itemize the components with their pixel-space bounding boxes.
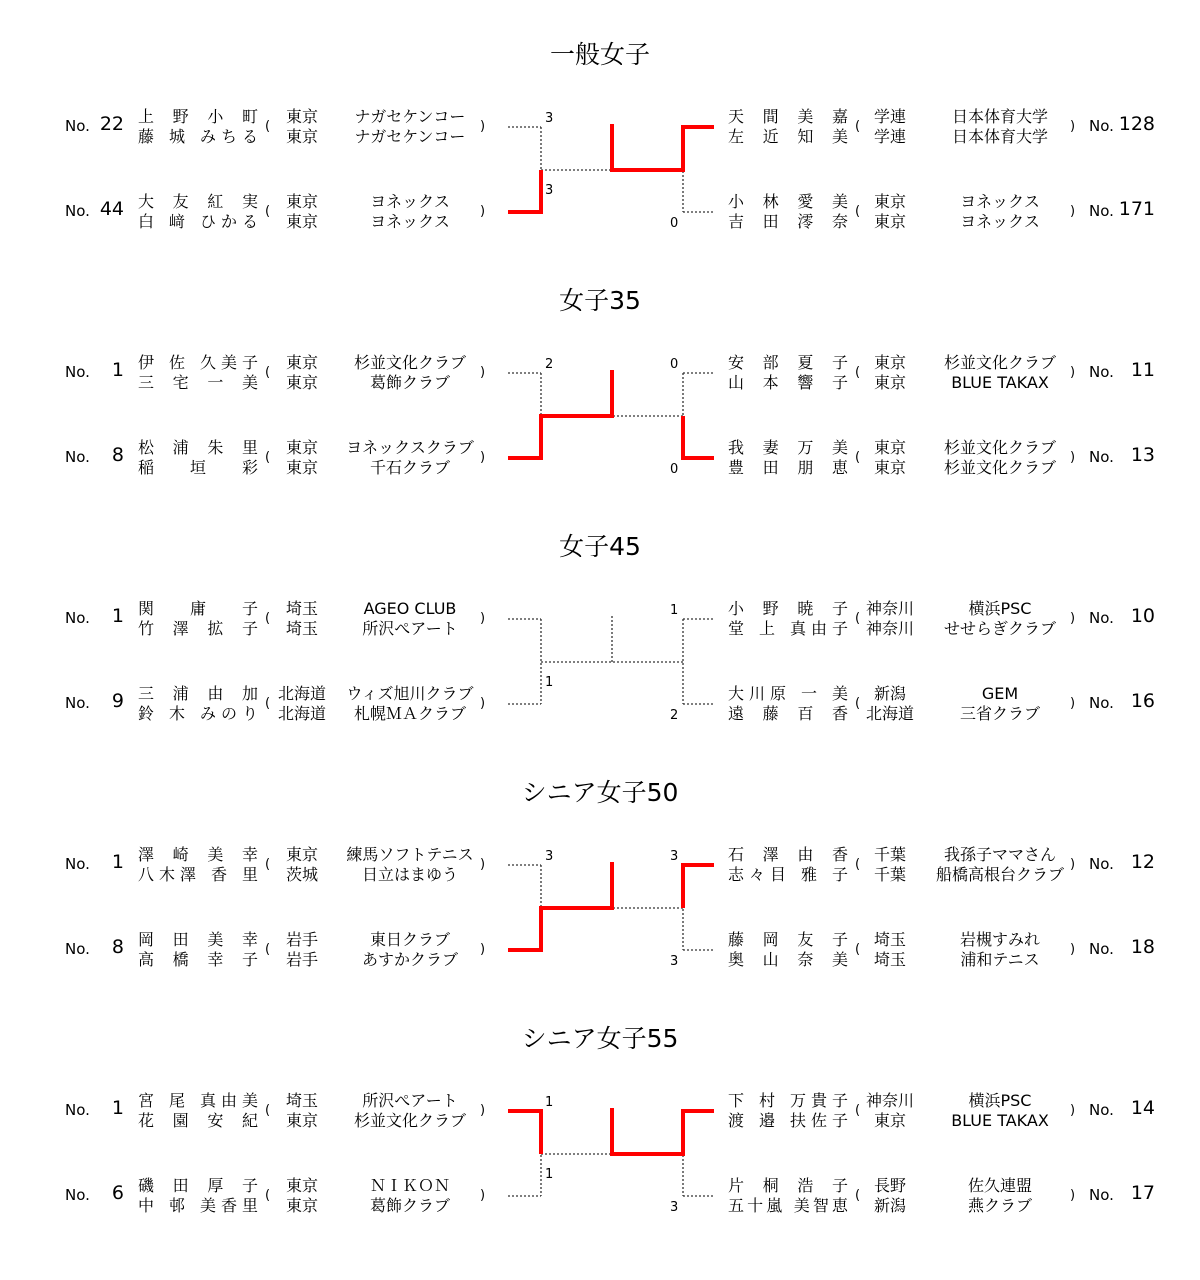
paren-close: ): [1070, 611, 1076, 626]
player-name: 渡 邉 扶佐子: [728, 1111, 848, 1130]
player-name: 関 庸 子: [138, 599, 258, 618]
player-prefecture: 埼玉: [873, 950, 906, 969]
player-prefecture: 新潟: [873, 684, 906, 703]
score-right-bottom: 2: [670, 708, 679, 723]
player-name: 伊 佐 久美子: [138, 353, 258, 372]
no-label: No.: [65, 363, 90, 381]
no-label: No.: [65, 202, 90, 220]
paren-open: (: [265, 1188, 271, 1203]
player-name: 安 部 夏 子: [728, 353, 848, 372]
player-prefecture: 岩手: [285, 930, 318, 949]
player-name: 中 邨 美香里: [138, 1196, 258, 1215]
player-prefecture: 神奈川: [865, 619, 914, 638]
player-prefecture: 東京: [285, 192, 318, 211]
no-label: No.: [65, 448, 90, 466]
score-right-bottom: 0: [670, 216, 679, 231]
winner-path-right: [612, 1108, 714, 1154]
player-name: 花 園 安 紀: [138, 1111, 258, 1130]
paren-open: (: [855, 1188, 861, 1203]
score-left-bottom: 3: [545, 183, 554, 198]
paren-close: ): [1070, 365, 1076, 380]
player-name: 山 本 響 子: [728, 373, 848, 392]
bracket-section: [0, 258, 1200, 504]
player-prefecture: 神奈川: [865, 1091, 914, 1110]
seed-number: 128: [1118, 113, 1155, 135]
player-name: 高 橋 幸 子: [138, 950, 258, 969]
player-name: 上 野 小 町: [138, 107, 258, 126]
seed-number: 8: [111, 936, 124, 958]
winner-path-right: [683, 865, 714, 908]
player-prefecture: 学連: [873, 107, 906, 126]
player-club: 千石クラブ: [369, 458, 450, 477]
player-club: 燕クラブ: [967, 1196, 1032, 1215]
player-prefecture: 岩手: [285, 950, 318, 969]
player-club: 横浜PSC: [968, 599, 1032, 618]
score-left-top: 3: [545, 111, 554, 126]
bracket-section: [0, 12, 1200, 258]
paren-open: (: [265, 450, 271, 465]
paren-close: ): [1070, 119, 1076, 134]
player-club: ヨネックス: [370, 192, 450, 211]
seed-number: 13: [1130, 444, 1155, 466]
seed-number: 1: [111, 359, 124, 381]
player-club: 東日クラブ: [369, 930, 450, 949]
score-left-bottom: 1: [545, 1167, 554, 1182]
player-club: ＮＩＫＯＮ: [369, 1176, 450, 1195]
seed-number: 17: [1130, 1182, 1155, 1204]
paren-open: (: [265, 1103, 271, 1118]
paren-close: ): [480, 942, 486, 957]
player-club: 我孫子ママさん: [943, 845, 1056, 864]
paren-open: (: [265, 857, 271, 872]
no-label: No.: [1089, 609, 1114, 627]
player-prefecture: 新潟: [873, 1196, 906, 1215]
winner-path-left: [508, 170, 541, 212]
player-club: 所沢ぺアート: [362, 1091, 458, 1110]
player-name: 竹 澤 拡 子: [138, 619, 258, 638]
player-name: 藤 城 みちる: [138, 127, 258, 146]
score-right-bottom: 0: [670, 462, 679, 477]
player-prefecture: 東京: [873, 458, 906, 477]
paren-close: ): [480, 450, 486, 465]
player-name: 志々目 雅 子: [728, 865, 848, 884]
player-name: 三 宅 一 美: [138, 373, 258, 392]
player-prefecture: 東京: [285, 845, 318, 864]
player-prefecture: 北海道: [865, 704, 914, 723]
player-name: 三 浦 由 加: [138, 684, 258, 703]
player-club: 杉並文化クラブ: [943, 438, 1056, 457]
player-prefecture: 東京: [285, 1176, 318, 1195]
player-club: BLUE TAKAX: [951, 1111, 1049, 1130]
player-name: 片 桐 浩 子: [728, 1176, 848, 1195]
paren-open: (: [265, 942, 271, 957]
player-prefecture: 埼玉: [285, 1091, 318, 1110]
paren-open: (: [855, 1103, 861, 1118]
player-club: GEM: [981, 684, 1019, 703]
bracket-lines: [0, 258, 1200, 504]
seed-number: 10: [1130, 605, 1155, 627]
paren-open: (: [855, 611, 861, 626]
player-name: 宮 尾 真由美: [138, 1091, 258, 1110]
player-name: 岡 田 美 幸: [138, 930, 258, 949]
player-prefecture: 北海道: [277, 684, 326, 703]
seed-number: 1: [111, 605, 124, 627]
no-label: No.: [1089, 117, 1114, 135]
player-prefecture: 東京: [873, 192, 906, 211]
bracket-lines: [0, 504, 1200, 750]
no-label: No.: [65, 940, 90, 958]
no-label: No.: [65, 117, 90, 135]
paren-open: (: [855, 365, 861, 380]
seed-number: 16: [1130, 690, 1155, 712]
seed-number: 6: [111, 1182, 124, 1204]
player-name: 下 村 万貴子: [728, 1091, 848, 1110]
paren-open: (: [265, 365, 271, 380]
player-name: 小 野 暁 子: [728, 599, 848, 618]
bracket-section: [0, 750, 1200, 996]
winner-path-left: [508, 370, 612, 458]
winner-path-right: [612, 124, 714, 170]
score-left-top: 2: [545, 357, 554, 372]
bracket-lines: [0, 12, 1200, 258]
player-club: 練馬ソフトテニス: [346, 845, 474, 864]
player-club: あすかクラブ: [361, 950, 458, 969]
player-prefecture: 東京: [285, 1196, 318, 1215]
player-name: 遠 藤 百 香: [728, 704, 848, 723]
paren-close: ): [1070, 204, 1076, 219]
player-prefecture: 長野: [873, 1176, 906, 1195]
player-name: 大川原 一 美: [728, 684, 848, 703]
player-prefecture: 茨城: [285, 865, 318, 884]
paren-close: ): [480, 611, 486, 626]
player-prefecture: 東京: [285, 212, 318, 231]
paren-open: (: [265, 611, 271, 626]
winner-path-left: [508, 1111, 541, 1154]
score-left-bottom: 1: [545, 675, 554, 690]
paren-close: ): [1070, 1103, 1076, 1118]
player-club: ナガセケンコー: [354, 107, 466, 126]
no-label: No.: [65, 1186, 90, 1204]
paren-close: ): [480, 1188, 486, 1203]
bracket-lines: [0, 750, 1200, 996]
player-prefecture: 東京: [285, 438, 318, 457]
section-title: シニア女子55: [521, 1024, 679, 1053]
paren-open: (: [855, 450, 861, 465]
seed-number: 44: [99, 198, 124, 220]
player-prefecture: 東京: [285, 373, 318, 392]
player-club: 札幌ＭＡクラブ: [353, 704, 466, 723]
player-prefecture: 東京: [285, 458, 318, 477]
seed-number: 18: [1130, 936, 1155, 958]
no-label: No.: [65, 1101, 90, 1119]
player-prefecture: 埼玉: [285, 619, 318, 638]
seed-number: 1: [111, 1097, 124, 1119]
seed-number: 8: [111, 444, 124, 466]
section-title: 女子35: [559, 286, 641, 315]
player-name: 八木澤 香 里: [138, 865, 258, 884]
seed-number: 11: [1130, 359, 1155, 381]
player-club: 杉並文化クラブ: [353, 1111, 466, 1130]
player-club: 横浜PSC: [968, 1091, 1032, 1110]
player-club: 三省クラブ: [959, 704, 1040, 723]
player-club: 船橋高根台クラブ: [935, 865, 1064, 884]
score-right-bottom: 3: [670, 1200, 679, 1215]
bracket-section: [0, 504, 1200, 750]
player-name: 我 妻 万 美: [728, 438, 848, 457]
paren-close: ): [1070, 1188, 1076, 1203]
player-prefecture: 東京: [285, 127, 318, 146]
player-club: 葛飾クラブ: [369, 373, 450, 392]
player-prefecture: 東京: [873, 1111, 906, 1130]
player-prefecture: 東京: [873, 353, 906, 372]
player-club: 佐久連盟: [967, 1176, 1032, 1195]
player-name: 澤 崎 美 幸: [138, 845, 258, 864]
player-club: 杉並文化クラブ: [943, 458, 1056, 477]
seed-number: 12: [1130, 851, 1155, 873]
no-label: No.: [65, 609, 90, 627]
score-right-top: 0: [670, 357, 679, 372]
player-name: 松 浦 朱 里: [138, 438, 258, 457]
section-title: 女子45: [559, 532, 641, 561]
player-club: ウィズ旭川クラブ: [346, 684, 474, 703]
player-prefecture: 埼玉: [873, 930, 906, 949]
player-club: ヨネックス: [960, 212, 1040, 231]
player-name: 吉 田 澪 奈: [728, 212, 848, 231]
paren-close: ): [480, 696, 486, 711]
paren-close: ): [480, 119, 486, 134]
player-name: 五十嵐 美智恵: [728, 1196, 848, 1215]
score-right-bottom: 3: [670, 954, 679, 969]
player-club: 浦和テニス: [960, 950, 1040, 969]
no-label: No.: [1089, 1101, 1114, 1119]
winner-path-left: [508, 862, 612, 950]
no-label: No.: [1089, 855, 1114, 873]
player-name: 左 近 知 美: [728, 127, 848, 146]
player-prefecture: 東京: [285, 107, 318, 126]
player-prefecture: 神奈川: [865, 599, 914, 618]
player-prefecture: 東京: [873, 212, 906, 231]
paren-open: (: [265, 119, 271, 134]
player-name: 天 間 美 嘉: [728, 107, 848, 126]
player-club: BLUE TAKAX: [951, 373, 1049, 392]
seed-number: 14: [1130, 1097, 1155, 1119]
player-name: 藤 岡 友 子: [728, 930, 848, 949]
player-name: 稲 垣 彩: [138, 458, 258, 477]
no-label: No.: [1089, 1186, 1114, 1204]
player-club: 葛飾クラブ: [369, 1196, 450, 1215]
player-club: ヨネックス: [960, 192, 1040, 211]
seed-number: 171: [1118, 198, 1155, 220]
player-prefecture: 千葉: [873, 845, 906, 864]
player-prefecture: 東京: [873, 438, 906, 457]
paren-open: (: [855, 204, 861, 219]
seed-number: 9: [111, 690, 124, 712]
paren-open: (: [855, 942, 861, 957]
paren-close: ): [480, 857, 486, 872]
player-prefecture: 埼玉: [285, 599, 318, 618]
player-name: 鈴 木 みのり: [138, 704, 258, 723]
player-prefecture: 東京: [285, 1111, 318, 1130]
no-label: No.: [1089, 940, 1114, 958]
paren-open: (: [855, 857, 861, 872]
no-label: No.: [1089, 694, 1114, 712]
player-name: 豊 田 朋 恵: [728, 458, 848, 477]
score-right-top: 1: [670, 603, 679, 618]
score-right-top: 3: [670, 849, 679, 864]
paren-close: ): [1070, 942, 1076, 957]
player-prefecture: 千葉: [873, 865, 906, 884]
paren-close: ): [480, 1103, 486, 1118]
section-title: 一般女子: [549, 40, 650, 69]
no-label: No.: [1089, 202, 1114, 220]
score-left-top: 1: [545, 1095, 554, 1110]
player-club: 日本体育大学: [951, 107, 1048, 126]
section-title: シニア女子50: [521, 778, 679, 807]
player-club: 岩槻すみれ: [959, 930, 1040, 949]
player-club: ヨネックスクラブ: [346, 438, 474, 457]
player-club: 日本体育大学: [951, 127, 1048, 146]
player-prefecture: 東京: [285, 353, 318, 372]
player-club: 日立はまゆう: [361, 865, 458, 884]
paren-close: ): [480, 365, 486, 380]
no-label: No.: [1089, 448, 1114, 466]
player-name: 磯 田 厚 子: [138, 1176, 258, 1195]
player-prefecture: 東京: [873, 373, 906, 392]
player-club: 杉並文化クラブ: [353, 353, 466, 372]
bracket-lines: [0, 996, 1200, 1242]
player-club: 所沢ぺアート: [362, 619, 458, 638]
player-club: ナガセケンコー: [354, 127, 466, 146]
winner-path-right: [683, 416, 714, 458]
player-name: 堂 上 真由子: [728, 619, 848, 638]
player-name: 大 友 紅 実: [138, 192, 258, 211]
paren-close: ): [1070, 696, 1076, 711]
player-name: 小 林 愛 美: [728, 192, 848, 211]
player-club: 杉並文化クラブ: [943, 353, 1056, 372]
player-name: 白 﨑 ひかる: [138, 212, 258, 231]
player-club: AGEO CLUB: [363, 599, 457, 618]
paren-close: ): [480, 204, 486, 219]
player-club: ヨネックス: [370, 212, 450, 231]
paren-close: ): [1070, 857, 1076, 872]
paren-open: (: [855, 119, 861, 134]
player-prefecture: 学連: [873, 127, 906, 146]
player-prefecture: 北海道: [277, 704, 326, 723]
player-name: 石 澤 由 香: [728, 845, 848, 864]
bracket-section: [0, 996, 1200, 1242]
no-label: No.: [65, 694, 90, 712]
paren-open: (: [265, 696, 271, 711]
seed-number: 1: [111, 851, 124, 873]
paren-open: (: [855, 696, 861, 711]
player-club: せせらぎクラブ: [943, 619, 1056, 638]
player-name: 奥 山 奈 美: [728, 950, 848, 969]
no-label: No.: [1089, 363, 1114, 381]
score-left-top: 3: [545, 849, 554, 864]
no-label: No.: [65, 855, 90, 873]
seed-number: 22: [99, 113, 124, 135]
paren-open: (: [265, 204, 271, 219]
paren-close: ): [1070, 450, 1076, 465]
